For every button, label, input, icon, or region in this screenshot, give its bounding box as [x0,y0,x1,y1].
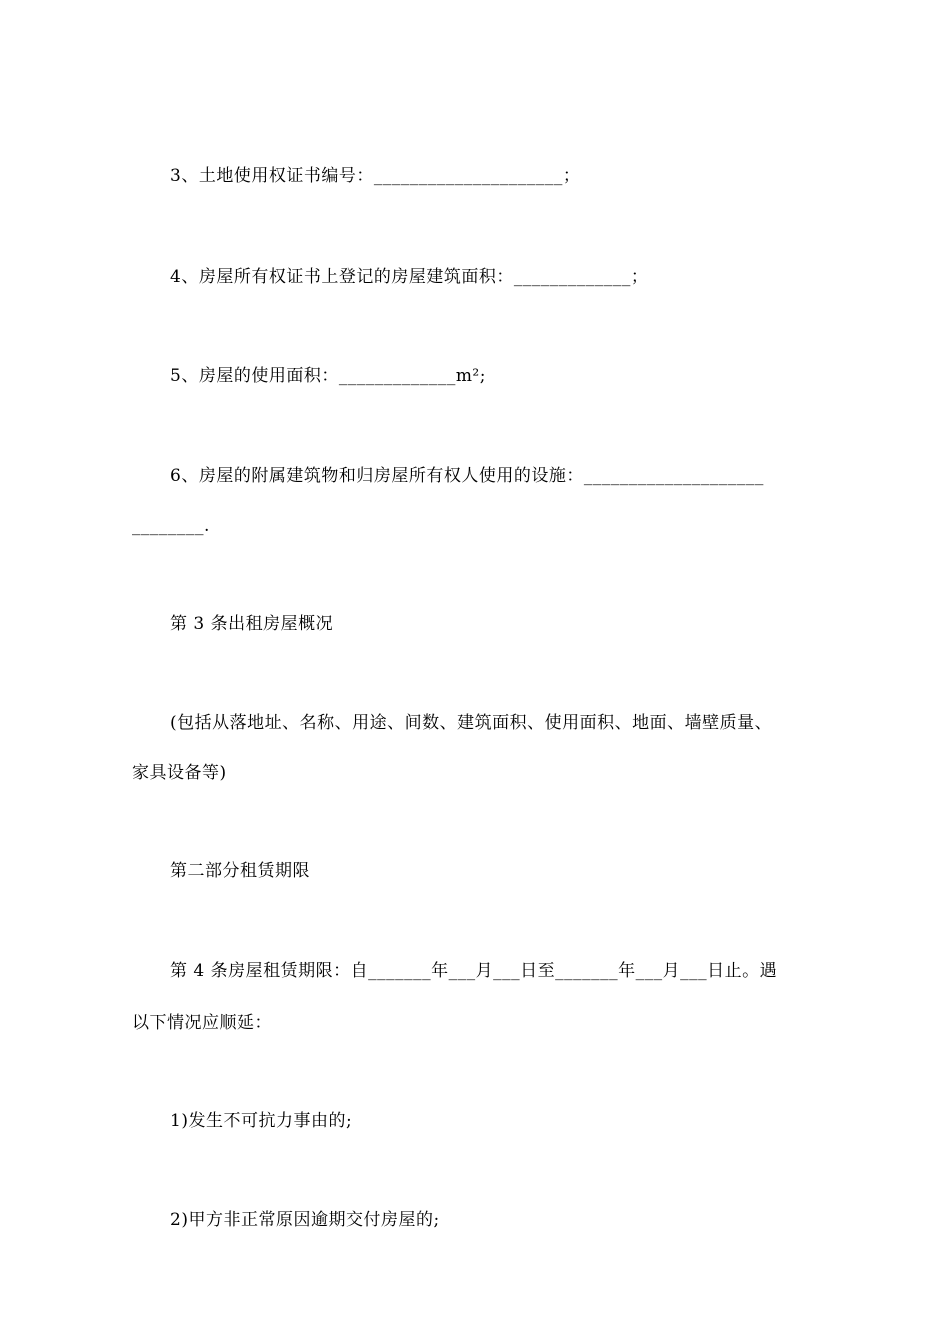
article-3-heading: 第 3 条出租房屋概况 [170,614,334,634]
article-3-detail-line2: 家具设备等) [132,763,227,783]
item-4-registered-building-area: 4、房屋所有权证书上登记的房屋建筑面积：_____________； [170,267,649,287]
item-6-facilities-line1: 6、房屋的附属建筑物和归房屋所有权人使用的设施：____________________ [170,466,764,486]
article-4-line1: 第 4 条房屋租赁期限：自_______年___月___日至_______年___月___日止。遇 [170,961,778,981]
item-3-land-certificate-number: 3、土地使用权证书编号：_____________________； [170,166,581,186]
item-5-usable-area: 5、房屋的使用面积：_____________m²; [170,366,486,386]
article-3-detail-line1: (包括从落地址、名称、用途、间数、建筑面积、使用面积、地面、墙壁质量、 [170,713,773,733]
item-6-facilities-line2: ________. [132,516,210,536]
article-4-line2: 以下情况应顺延： [132,1013,272,1033]
condition-1: 1)发生不可抗力事由的; [170,1111,353,1131]
condition-2: 2)甲方非正常原因逾期交付房屋的; [170,1210,440,1230]
part-2-heading: 第二部分租赁期限 [170,861,310,881]
